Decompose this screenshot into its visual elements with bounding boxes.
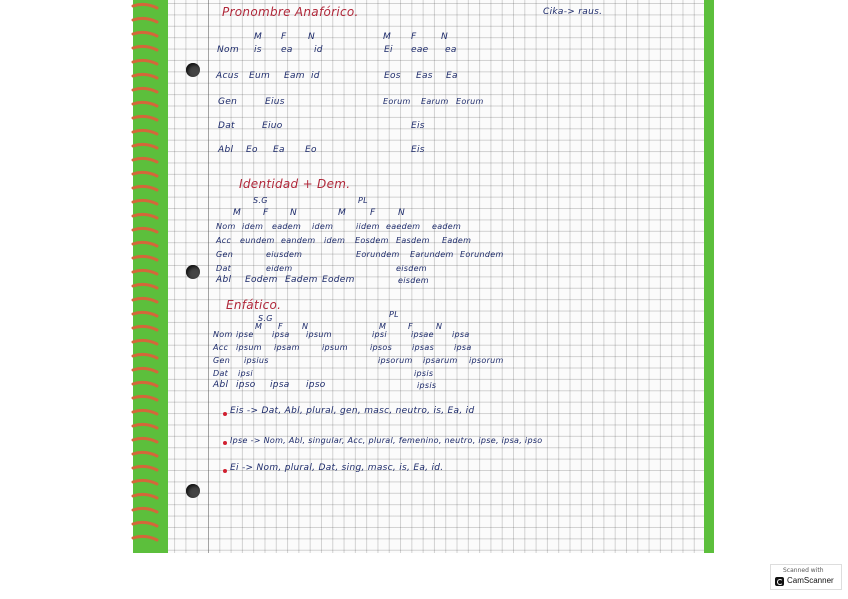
form-cell: eiusdem [266,250,303,259]
form-cell: Eosdem [355,236,389,245]
form-cell: ipse [236,330,254,339]
form-cell: ipsi [372,330,387,339]
form-cell: Ea [446,71,458,81]
form-cell: Eum [249,71,271,81]
camscanner-logo-icon [775,577,784,586]
camscanner-watermark [770,564,842,590]
form-cell: ipsa [272,330,290,339]
form-cell: Eorundem [460,250,504,259]
form-cell: Eadem [285,275,318,285]
form-cell: id [311,71,320,81]
form-cell: ipsi [238,369,253,378]
form-cell: id [314,45,323,55]
note-bullet [223,412,227,416]
form-cell: Eos [384,71,401,81]
form-cell: Eorum [383,97,411,106]
form-cell: ipsarum [423,356,458,365]
form-cell: Eis [411,145,425,155]
form-cell: eae [411,45,429,55]
header-n: N [290,208,298,218]
form-cell: Eam [284,71,305,81]
form-cell: Eas [416,71,433,81]
form-cell: ea [445,45,457,55]
case-label: Nom [217,45,239,55]
form-cell: ipsis [414,369,434,378]
form-cell: Eo [305,145,317,155]
form-cell: eandem [281,236,316,245]
form-cell: ipsum [322,343,348,352]
section-title-enfatico: Enfático. [226,298,282,312]
form-cell: ipsum [236,343,262,352]
case-label: Dat [216,264,232,273]
header-n: N [441,32,449,42]
page-margin-line [208,0,209,553]
case-label: Acc [213,343,229,352]
form-cell: eaedem [386,222,421,231]
case-label: Gen [213,356,231,365]
watermark-line1: Scanned with [783,567,824,574]
case-label: Dat [213,369,229,378]
form-cell: ipsas [412,343,435,352]
form-cell: ea [281,45,293,55]
form-cell: ipsae [411,330,434,339]
form-cell: ipso [236,380,256,390]
case-label: Acus [216,71,239,81]
note-bullet [223,469,227,473]
form-cell: eisdem [398,276,429,285]
form-cell: ipsa [452,330,470,339]
form-cell: Eorundem [356,250,400,259]
note-line: Ei -> Nom, plural, Dat, sing, masc, is, Ea, id. [230,463,444,473]
form-cell: eundem [240,236,275,245]
form-cell: Eis [411,121,425,131]
form-cell: ipsa [270,380,290,390]
case-label: Abl [213,380,229,390]
header-m: M [255,322,263,331]
plural-label: PL [358,196,368,205]
note-line: Eis -> Dat, Abl, plural, gen, masc, neutro, is, Ea, id [230,406,475,416]
header-m: M [383,32,392,42]
form-cell: ipsam [274,343,300,352]
form-cell: Eodem [322,275,355,285]
form-cell: Eo [246,145,258,155]
form-cell: Earundem [410,250,454,259]
form-cell: idem [242,222,264,231]
watermark-line2: CamScanner [787,576,834,585]
case-label: Nom [216,222,236,231]
punch-hole [186,484,200,498]
note-line: Ipse -> Nom, Abl, singular, Acc, plural, femenino, neutro, ipse, ipsa, ipso [230,436,543,445]
form-cell: eisdem [396,264,427,273]
form-cell: is [254,45,262,55]
form-cell: Eadem [442,236,472,245]
form-cell: ipsa [454,343,472,352]
case-label: Abl [216,275,232,285]
case-label: Dat [218,121,235,131]
form-cell: eadem [432,222,462,231]
singular-label: S.G [258,314,273,323]
header-m: M [233,208,242,218]
header-m: M [338,208,347,218]
case-label: Gen [218,97,238,107]
form-cell: idem [324,236,346,245]
header-m: M [254,32,263,42]
header-m: M [379,322,387,331]
case-label: Gen [216,250,234,259]
form-cell: Ei [384,45,393,55]
form-cell: idem [312,222,334,231]
form-cell: ipsius [244,356,269,365]
form-cell: Eiuo [262,121,283,131]
case-label: Nom [213,330,233,339]
plural-label: PL [389,310,399,319]
form-cell: Earum [421,97,449,106]
header-n: N [398,208,406,218]
margin-note: Cika-> raus. [543,7,603,17]
header-f: F [370,208,376,218]
form-cell: ipsos [370,343,393,352]
form-cell: Eius [265,97,285,107]
header-f: F [278,322,283,331]
form-cell: ipsis [417,381,437,390]
form-cell: eadem [272,222,302,231]
header-f: F [281,32,287,42]
form-cell: Ea [273,145,285,155]
form-cell: iidem [356,222,380,231]
form-cell: Eodem [245,275,278,285]
header-n: N [436,322,443,331]
section-title-identidad: Identidad + Dem. [239,177,351,191]
header-f: F [411,32,417,42]
header-n: N [302,322,309,331]
header-f: F [263,208,269,218]
header-f: F [408,322,413,331]
form-cell: ipsorum [469,356,504,365]
form-cell: Easdem [396,236,430,245]
form-cell: ipsum [306,330,332,339]
punch-hole [186,265,200,279]
spiral-binding [130,0,162,553]
form-cell: ipso [306,380,326,390]
header-n: N [308,32,316,42]
form-cell: Eorum [456,97,484,106]
form-cell: eidem [266,264,293,273]
punch-hole [186,63,200,77]
case-label: Abl [218,145,234,155]
section-title-anaforico: Pronombre Anafórico. [222,5,359,19]
note-bullet [223,441,227,445]
case-label: Acc [216,236,232,245]
form-cell: ipsorum [378,356,413,365]
singular-label: S.G [253,196,268,205]
